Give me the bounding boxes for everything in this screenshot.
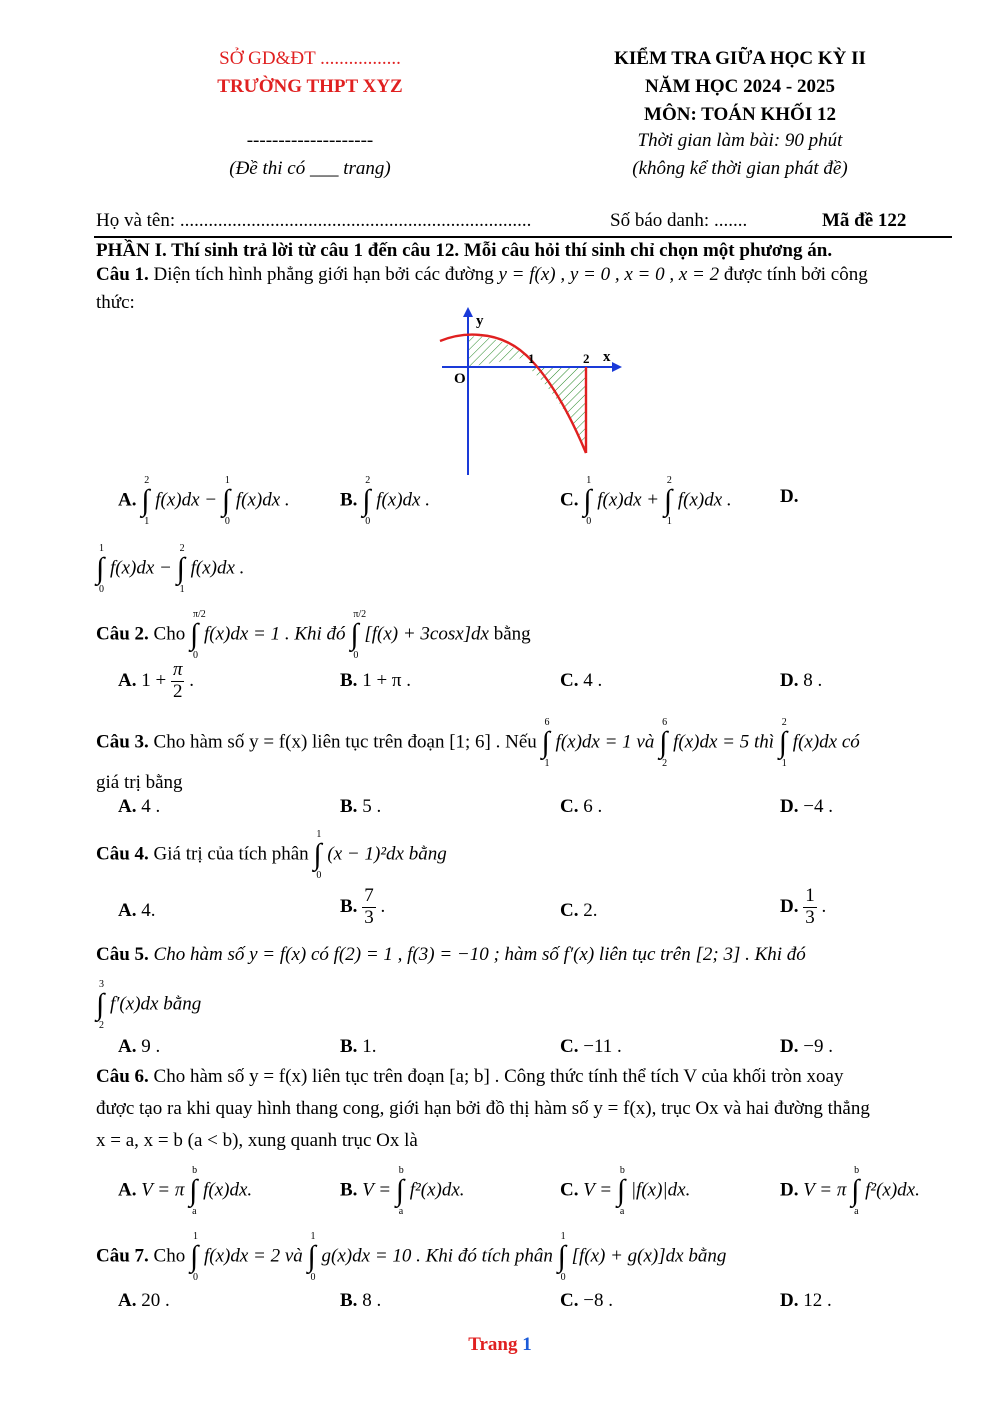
page-word: Trang [468,1334,518,1355]
q7-option-d[interactable]: D. 12 . [780,1290,832,1311]
question-5-line2: 3 ∫ 2 f′(x)dx bằng [96,979,202,1031]
question-text: Diện tích hình phẳng giới hạn bởi các đường [153,264,494,285]
y-arrow-icon [463,307,473,317]
q4-option-d[interactable]: D. $\frac{1}{3}$ . [780,885,827,928]
school-name: TRƯỜNG THPT XYZ [217,76,403,97]
q7-option-a[interactable]: A. 20 . [118,1290,170,1311]
q5-option-c[interactable]: C. −11 . [560,1036,622,1057]
q1-option-d[interactable]: D. [780,486,799,507]
question-text-tail: được tính bởi công [723,264,868,285]
q3-option-b[interactable]: B. 5 . [340,796,382,817]
q5-option-a[interactable]: A. 9 . [118,1036,161,1057]
q6-option-c[interactable]: C. V = b ∫ a |f(x)|dx. [560,1165,691,1217]
q3-option-a[interactable]: A. 4 . [118,796,161,817]
q4-option-b[interactable]: B. $\frac{7}{3}$ . [340,885,386,928]
question-7: Câu 7. Cho 1 ∫ 0 f(x)dx = 2 và 1 ∫ 0 g(x)dx = 10 . Khi đó tích phân 1 ∫ 0 [f(x) + g(x)]dx bằng [96,1231,727,1283]
shaded-region-below [528,367,586,451]
name-field: Họ và tên: .......................................................................... [96,210,532,231]
header-rule [94,236,952,238]
x-label: x [603,349,611,365]
dept-line: SỞ GD&ĐT ................. [219,48,401,69]
question-5: Câu 5. Cho hàm số y = f(x) có f(2) = 1 , f(3) = −10 ; hàm số f′(x) liên tục trên [2; 3] . Khi đó [96,944,806,965]
question-4: Câu 4. Giá trị của tích phân 1 ∫ 0 (x − 1)²dx bằng [96,829,447,881]
q7-option-c[interactable]: C. −8 . [560,1290,613,1311]
x-arrow-icon [612,362,622,372]
question-1-line2: thức: [96,292,135,313]
q4-option-a[interactable]: A. 4. [118,900,156,921]
exam-time: Thời gian làm bài: 90 phút [637,130,843,151]
q6-option-b[interactable]: B. V = b ∫ a f²(x)dx. [340,1165,465,1217]
question-2: Câu 2. Cho π/2 ∫ 0 f(x)dx = 1 . Khi đó π/2 ∫ 0 [f(x) + 3cosx]dx bằng [96,609,531,661]
tick-1: 1 [528,351,535,366]
area-graph [420,305,630,475]
q2-option-c[interactable]: C. 4 . [560,670,603,691]
q2-option-d[interactable]: D. 8 . [780,670,823,691]
page-number: 1 [522,1334,532,1355]
q2-option-a[interactable]: A. 1 + $\frac{\pi}{2}$ . [118,659,194,702]
q1-option-d-body: 1 ∫ 0 f(x)dx − 2 ∫ 1 f(x)dx . [96,543,245,595]
exam-title: KIỂM TRA GIỮA HỌC KỲ II [614,48,866,69]
candidate-number-field: Số báo danh: ....... [610,210,748,231]
pages-note: (Đề thi có ___ trang) [229,158,391,179]
q5-option-b[interactable]: B. 1. [340,1036,377,1057]
q5-option-d[interactable]: D. −9 . [780,1036,833,1057]
q4-option-c[interactable]: C. 2. [560,900,598,921]
q7-option-b[interactable]: B. 8 . [340,1290,382,1311]
q1-option-a[interactable]: A. 2 ∫ 1 f(x)dx − 1 ∫ 0 f(x)dx . [118,475,290,527]
header-dashes: -------------------- [246,130,374,151]
q1-option-c[interactable]: C. 1 ∫ 0 f(x)dx + 2 ∫ 1 f(x)dx . [560,475,732,527]
question-3-line2: giá trị bằng [96,772,183,793]
question-6: Câu 6. Cho hàm số y = f(x) liên tục trên đoạn [a; b] . Công thức tính thể tích V của khối tròn xoay [96,1066,844,1087]
question-label: Câu 1. [96,264,149,285]
question-3: Câu 3. Cho hàm số y = f(x) liên tục trên đoạn [1; 6] . Nếu 6 ∫ 1 f(x)dx = 1 và 6 ∫ 2 f(x)dx = 5 thì 2 ∫ 1 f(x)dx có [96,717,860,769]
subject: MÔN: TOÁN KHỐI 12 [644,104,836,125]
question-6-line3: x = a, x = b (a < b), xung quanh trục Ox là [96,1130,418,1151]
q3-option-d[interactable]: D. −4 . [780,796,833,817]
conditions: y = f(x) , y = 0 , x = 0 , x = 2 [498,264,720,285]
question-1 [96,264,868,286]
time-note: (không kể thời gian phát đề) [632,158,848,179]
tick-2: 2 [583,351,590,366]
q2-option-b[interactable]: B. 1 + π . [340,670,411,691]
school-year: NĂM HỌC 2024 - 2025 [645,76,835,97]
question-6-line2: được tạo ra khi quay hình thang cong, giới hạn bởi đồ thị hàm số y = f(x), trục Ox và hai đường thẳng [96,1098,870,1119]
shaded-region-above [468,336,528,367]
y-label: y [476,313,484,329]
q3-option-c[interactable]: C. 6 . [560,796,603,817]
q6-option-a[interactable]: A. V = π b ∫ a f(x)dx. [118,1165,253,1217]
q6-option-d[interactable]: D. V = π b ∫ a f²(x)dx. [780,1165,920,1217]
q1-option-b[interactable]: B. 2 ∫ 0 f(x)dx . [340,475,430,527]
exam-code: Mã đề 122 [822,210,907,231]
part-heading: PHẦN I. Thí sinh trả lời từ câu 1 đến câu 12. Mỗi câu hỏi thí sinh chỉ chọn một phương án. [96,240,833,261]
page-footer [0,1334,1000,1356]
origin-label: O [454,371,466,387]
